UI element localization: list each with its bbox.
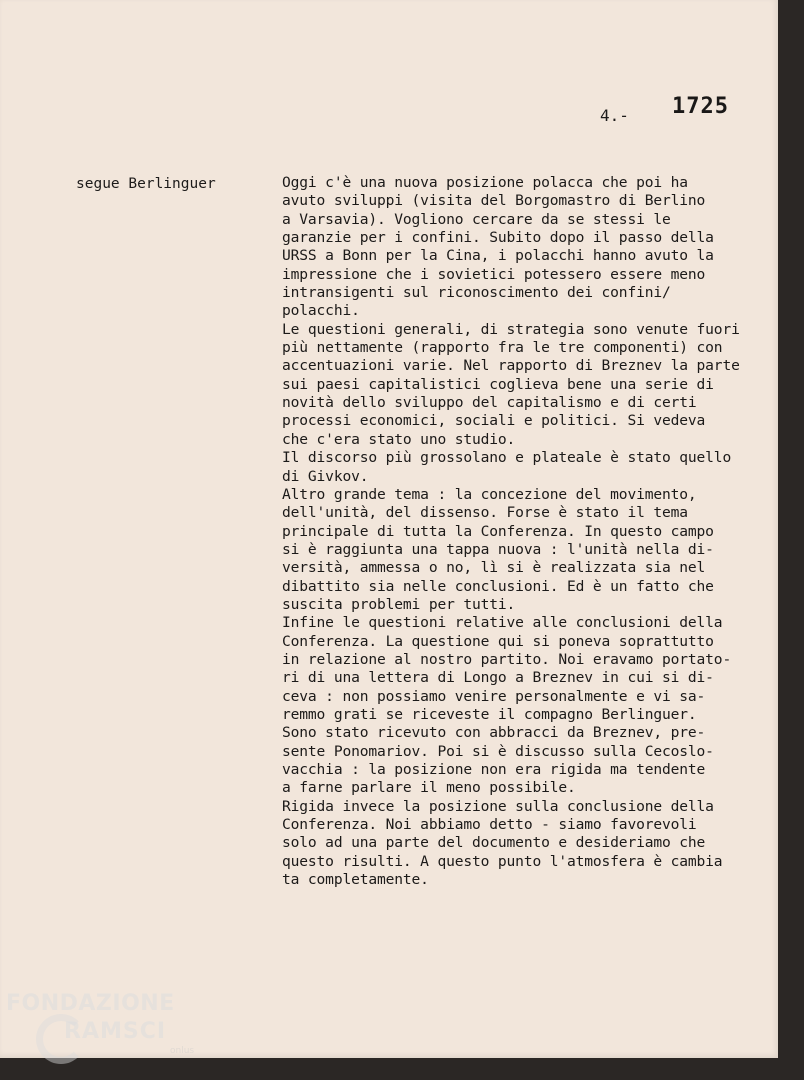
speaker-label: segue Berlinguer [76, 176, 216, 192]
text-line: Conferenza. Noi abbiamo detto - siamo favorevoli [282, 816, 697, 834]
text-line: ta completamente. [282, 871, 429, 889]
text-line: Altro grande tema : la concezione del movimento, [282, 485, 697, 503]
text-line: ceva : non possiamo venire personalmente e vi sa- [282, 687, 706, 705]
text-line: solo ad una parte del documento e desideriamo che [282, 834, 706, 852]
text-line: polacchi. [282, 302, 360, 320]
text-line: novità dello sviluppo del capitalismo e di certi [282, 394, 697, 412]
text-line: URSS a Bonn per la Cina, i polacchi hanno avuto la [282, 247, 714, 265]
text-line: principale di tutta la Conferenza. In questo campo [282, 522, 714, 540]
text-line: ri di una lettera di Longo a Breznev in cui si di- [282, 669, 714, 687]
text-line: Rigida invece la posizione sulla conclusione della [282, 797, 714, 815]
text-line: Conferenza. La questione qui si poneva soprattutto [282, 632, 714, 650]
text-line: a farne parlare il meno possibile. [282, 779, 576, 797]
text-line: remmo grati se riceveste il compagno Berlinguer. [282, 705, 697, 723]
text-line: questo risulti. A questo punto l'atmosfera è cambia [282, 852, 723, 870]
watermark-onlus: onlus [170, 1046, 195, 1056]
page-number: 4.- [600, 106, 629, 125]
text-line: sui paesi capitalistici coglieva bene una serie di [282, 375, 714, 393]
text-line: vacchia : la posizione non era rigida ma tendente [282, 761, 706, 778]
text-line: Infine le questioni relative alle conclusioni della [282, 614, 723, 632]
text-line: si è raggiunta una tappa nuova : l'unità nella di- [282, 540, 714, 558]
text-line: versità, ammessa o no, lì si è realizzata sia nel [282, 559, 706, 577]
text-line: Il discorso più grossolano e plateale è stato quello [282, 449, 732, 467]
text-line: Sono stato ricevuto con abbracci da Breznev, pre- [282, 724, 706, 742]
text-line: di Givkov. [282, 467, 369, 485]
archive-stamp-number: 1725 [672, 94, 729, 119]
watermark-line2: RAMSCI [64, 1019, 167, 1044]
text-line: più nettamente (rapporto fra le tre componenti) con [282, 339, 723, 357]
watermark-line1: FONDAZIONE [6, 991, 175, 1016]
text-line: accentuazioni varie. Nel rapporto di Breznev la parte [282, 357, 740, 375]
text-line: a Varsavia). Vogliono cercare da se stessi le [282, 210, 671, 228]
text-line: intransigenti sul riconoscimento dei confini/ [282, 284, 671, 302]
text-line: sente Ponomariov. Poi si è discusso sulla Cecoslo- [282, 742, 714, 760]
document-body [282, 174, 778, 889]
fondazione-gramsci-watermark [6, 991, 195, 1056]
text-line: garanzie per i confini. Subito dopo il passo della [282, 229, 714, 247]
text-line: impressione che i sovietici potessero essere meno [282, 265, 706, 283]
text-line: in relazione al nostro partito. Noi eravamo portato- [282, 650, 732, 668]
text-line: dell'unità, del dissenso. Forse è stato il tema [282, 504, 688, 522]
text-line: che c'era stato uno studio. [282, 430, 516, 448]
text-line: avuto sviluppi (visita del Borgomastro di Berlino [282, 192, 706, 210]
text-line: dibattito sia nelle conclusioni. Ed è un fatto che [282, 577, 714, 595]
text-line: suscita problemi per tutti. [282, 595, 516, 613]
text-line: Oggi c'è una nuova posizione polacca che poi ha [282, 174, 688, 191]
text-line: Le questioni generali, di strategia sono venute fuori [282, 320, 740, 338]
watermark-g-logo-icon [36, 1014, 86, 1064]
text-line: processi economici, sociali e politici. Si vedeva [282, 412, 706, 430]
